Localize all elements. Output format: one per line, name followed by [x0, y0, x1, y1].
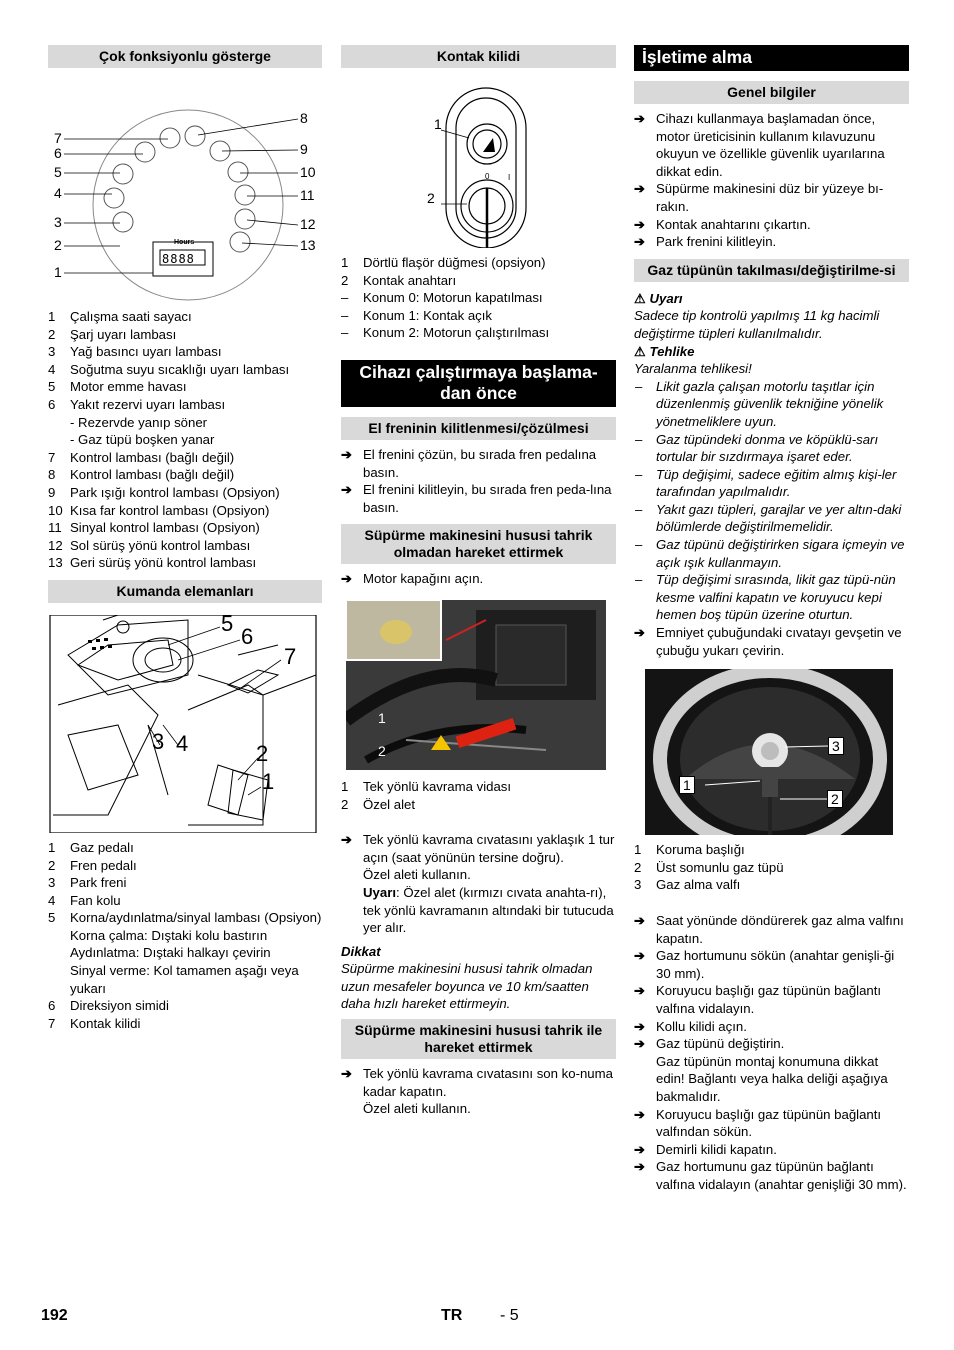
- engine-callout-2: 2: [378, 742, 386, 759]
- ignition-figure: [341, 68, 616, 248]
- list-item: Aydınlatma: Dıştaki halkayı çevirin: [70, 945, 271, 961]
- gauge-callout-6: 6: [54, 145, 62, 161]
- controls-callout-1: 1: [262, 768, 275, 794]
- list-item: 11 Sinyal kontrol lambası (Opsiyon): [48, 520, 260, 536]
- column-3: [634, 45, 909, 1194]
- move-step-note: Özel aleti kullanın.: [363, 867, 471, 883]
- ignition-header: Kontak kilidi: [341, 45, 616, 68]
- move-drive-header: Süpürme makinesini hususi tahrik ile hareket ettirmek: [341, 1019, 616, 1059]
- gauge-callout-10: 10: [300, 164, 316, 180]
- list-item: Sinyal verme: Kol tamamen aşağı veya yukarı: [70, 963, 299, 996]
- controls-callout-5: 5: [221, 610, 234, 636]
- list-item: – Yakıt gazı tüpleri, garajlar ve yer altın-daki bölümlerde değiştirilmemelidir.: [635, 501, 902, 535]
- gauge-callout-13: 13: [300, 237, 316, 253]
- list-item: 1 Dörtlü flaşör düğmesi (opsiyon): [341, 255, 546, 270]
- brake-header: El freninin kilitlenmesi/çözülmesi: [341, 417, 616, 440]
- list-item: – Gaz tüpünü değiştirirken sigara içmeyin ve açık ışık kullanmayın.: [635, 537, 905, 570]
- list-item: ➔ Koruyucu başlığı gaz tüpünün bağlantı valfına vidalayın.: [634, 983, 882, 1016]
- engine-photo: [346, 600, 606, 770]
- controls-callout-3: 3: [152, 728, 165, 754]
- gauge-legend: [48, 308, 322, 572]
- gauge-callout-8: 8: [300, 110, 308, 126]
- arrow-icon: ➔: [634, 111, 646, 126]
- column-2: [341, 45, 616, 1118]
- list-item: ➔ Motor kapağını açın.: [341, 571, 484, 587]
- list-item: - Gaz tüpü boşken yanar: [70, 432, 215, 448]
- list-item: 1 Koruma başlığı: [634, 842, 745, 858]
- svg-text:0: 0: [485, 172, 490, 181]
- tank-drawing: [645, 669, 893, 835]
- arrow-icon: ➔: [634, 1018, 646, 1034]
- list-item: 7 Kontak kilidi: [48, 1015, 141, 1031]
- list-item: 13 Geri sürüş yönü kontrol lambası: [48, 555, 257, 571]
- controls-header: Kumanda elemanları: [48, 580, 322, 603]
- controls-legend: [48, 839, 322, 1033]
- list-item: ➔ Cihazı kullanmaya başlamadan önce, motor üreticisinin kullanım kılavuzunu okuyun ve özellikle güvenlik uyarılarına dikkat edin.: [634, 111, 885, 179]
- list-item: – Tüp değişimi, sadece eğitim almış kişi-ler tarafından yapılmalıdır.: [635, 466, 897, 500]
- controls-figure: [48, 610, 322, 833]
- list-item: – Konum 0: Motorun kapatılması: [341, 290, 543, 306]
- tank-legend: [634, 841, 909, 894]
- list-item: 2 Kontak anahtarı: [341, 272, 457, 288]
- list-item: 9 Park ışığı kontrol lambası (Opsiyon): [48, 484, 280, 500]
- tank-callout-1: 1: [679, 776, 695, 794]
- warning-title: ⚠ Uyarı: [634, 290, 683, 306]
- arrow-icon: ➔: [341, 446, 353, 462]
- list-item: 3 Gaz alma valfı: [634, 877, 741, 893]
- gas-header: Gaz tüpünün takılması/değiştirilme-si: [634, 259, 909, 282]
- move-header: Süpürme makinesini hususi tahrik olmadan hareket ettirmek: [341, 524, 616, 564]
- list-item: ➔ El frenini çözün, bu sırada fren pedalına basın.: [341, 446, 597, 480]
- controls-callout-4: 4: [176, 730, 189, 756]
- list-item: ➔ Koruyucu başlığı gaz tüpünün bağlantı valfından sökün.: [634, 1106, 882, 1140]
- danger-list: [634, 378, 909, 624]
- arrow-icon: ➔: [634, 913, 646, 928]
- list-item: 2 Fren pedalı: [48, 857, 137, 873]
- arrow-icon: ➔: [634, 625, 646, 641]
- list-item: – Likit gazla çalışan motorlu taşıtlar için düzenlenmiş güvenlik tekniğine yönelik yönetmeliklere uyun.: [635, 378, 884, 429]
- gauge-header: Çok fonksiyonlu gösterge: [48, 45, 322, 68]
- list-item: 1 Gaz pedalı: [48, 839, 134, 855]
- brake-steps: [341, 446, 616, 516]
- list-item: 1 Tek yönlü kavrama vidası: [341, 778, 512, 794]
- arrow-icon: ➔: [341, 482, 353, 498]
- gauge-callout-7: 7: [54, 130, 62, 146]
- gauge-diagram: [48, 68, 322, 308]
- tank-photo: [645, 669, 893, 835]
- tank-callout-2: 2: [827, 790, 843, 808]
- list-item: ➔ Demirli kilidi kapatın.: [634, 1141, 777, 1157]
- arrow-icon: ➔: [634, 234, 646, 250]
- move-steps: [341, 570, 616, 588]
- gauge-figure: [48, 68, 322, 308]
- list-item: 6 Yakıt rezervi uyarı lambası: [48, 396, 226, 412]
- page-number: 192: [41, 1307, 68, 1324]
- list-item: - Rezervde yanıp söner: [70, 414, 208, 430]
- danger-title: ⚠ Tehlike: [634, 343, 695, 359]
- list-item: 1 Çalışma saati sayacı: [48, 309, 192, 324]
- list-item: – Gaz tüpündeki donma ve köpüklü-sarı tortular bir sızdırmaya işaret eder.: [635, 431, 879, 465]
- sub-page-number: - 5: [500, 1307, 519, 1324]
- list-item: 6 Direksiyon simidi: [48, 998, 169, 1014]
- list-item: 5 Motor emme havası: [48, 379, 187, 395]
- gauge-callout-5: 5: [54, 164, 62, 180]
- list-item: 12 Sol sürüş yönü kontrol lambası: [48, 537, 251, 553]
- gas-step-note: Gaz tüpünün montaj konumuna dikkat edin! Bağlantı veya halka deliği aşağıya bakmalıdır.: [656, 1053, 888, 1104]
- list-item: ➔ Gaz hortumunu sökün (anahtar genişli-ği 30 mm).: [634, 948, 895, 981]
- ignition-callout-2: 2: [427, 190, 435, 206]
- arrow-icon: ➔: [634, 1036, 646, 1052]
- gauge-callout-11: 11: [300, 187, 315, 203]
- move-steps-2: [341, 831, 616, 866]
- main-header: İşletime alma: [634, 45, 909, 71]
- gauge-callout-4: 4: [54, 185, 62, 201]
- controls-callout-2: 2: [256, 740, 269, 766]
- list-item: 4 Soğutma suyu sıcaklığı uyarı lambası: [48, 361, 290, 377]
- caution-title: Dikkat: [341, 943, 381, 959]
- before-start-header: Cihazı çalıştırmaya başlama-dan önce: [341, 360, 616, 407]
- arrow-icon: ➔: [341, 832, 353, 848]
- list-item: 2 Üst somunlu gaz tüpü: [634, 859, 784, 875]
- general-header: Genel bilgiler: [634, 81, 909, 104]
- list-item: – Konum 2: Motorun çalıştırılması: [341, 325, 550, 341]
- tank-callout-3: 3: [828, 737, 844, 755]
- gauge-callout-2: 2: [54, 237, 62, 253]
- list-item: ➔ Gaz tüpünü değiştirin.: [634, 1036, 785, 1052]
- list-item: – Konum 1: Kontak açık: [341, 307, 493, 323]
- list-item: 8 Kontrol lambası (bağlı değil): [48, 467, 235, 483]
- list-item: ➔ El frenini kilitleyin, bu sırada fren peda-lına basın.: [341, 482, 612, 515]
- arrow-icon: ➔: [634, 983, 646, 999]
- warning-triangle-icon: ⚠: [634, 343, 646, 359]
- general-steps: [634, 110, 909, 251]
- list-item: ➔ Gaz hortumunu gaz tüpünün bağlantı valfına vidalayın (anahtar genişliği 30 mm).: [634, 1159, 907, 1192]
- controls-drawing: [48, 610, 318, 833]
- list-item: 2 Özel alet: [341, 796, 416, 812]
- list-item: 2 Şarj uyarı lambası: [48, 326, 177, 342]
- warning-text: Sadece tip kontrolü yapılmış 11 kg hacimli değiştirme tüpleri kullanılmalıdır.: [634, 308, 880, 341]
- arrow-icon: ➔: [634, 1141, 646, 1157]
- arrow-icon: ➔: [634, 948, 646, 964]
- language-code: TR: [441, 1307, 463, 1324]
- list-item: 5 Korna/aydınlatma/sinyal lambası (Opsiyon): [48, 910, 322, 926]
- gauge-callout-12: 12: [300, 216, 316, 232]
- list-item: 3 Yağ basıncı uyarı lambası: [48, 344, 222, 360]
- move-drive-steps: [341, 1065, 616, 1100]
- hour-meter-label: Hours: [174, 239, 195, 246]
- caution-text: Süpürme makinesini hususi tahrik olmadan uzun mesafeler boyunca ve 10 km/saatten daha hızlı hareket ettirmeyin.: [341, 961, 593, 1012]
- list-item: ➔ Kontak anahtarını çıkartın.: [634, 216, 811, 232]
- engine-legend: [341, 778, 616, 813]
- list-item: Korna çalma: Dıştaki kolu bastırın: [70, 927, 268, 943]
- danger-text: Yaralanma tehlikesi!: [634, 361, 752, 377]
- list-item: ➔ Kollu kilidi açın.: [634, 1018, 747, 1034]
- arrow-icon: ➔: [634, 216, 646, 232]
- list-item: – Tüp değişimi sırasında, likit gaz tüpü-nün kesme valfini kapatın ve koruyucu kepi hemen boş tüpün üzerine oturtun.: [635, 572, 896, 623]
- ignition-drawing: [341, 68, 616, 248]
- gas-steps-3: [634, 1106, 909, 1194]
- gauge-callout-1: 1: [54, 264, 62, 280]
- list-item: ➔ Emniyet çubuğundaki cıvatayı gevşetin ve çubuğu yukarı çevirin.: [634, 625, 902, 658]
- arrow-icon: ➔: [341, 571, 353, 587]
- controls-callout-6: 6: [241, 623, 254, 649]
- engine-callout-1: 1: [378, 709, 386, 726]
- move-drive-note: Özel aleti kullanın.: [363, 1101, 471, 1117]
- list-item: ➔ Süpürme makinesini düz bir yüzeye bı-rakın.: [634, 181, 884, 214]
- gas-steps-2: [634, 912, 909, 1053]
- arrow-icon: ➔: [634, 1106, 646, 1122]
- list-item: ➔ Tek yönlü kavrama cıvatasını yaklaşık 1 tur açın (saat yönünün tersine doğru).: [341, 832, 615, 865]
- svg-text:I: I: [508, 173, 511, 182]
- move-warning-note: Uyarı: Özel alet (kırmızı cıvata anahta-rı), tek yönlü kavramanın altındaki bir tutucuda yer alır.: [363, 884, 614, 936]
- list-item: ➔ Park frenini kilitleyin.: [634, 234, 777, 250]
- hour-meter-digits: 8888: [162, 252, 195, 266]
- list-item: 3 Park freni: [48, 875, 127, 891]
- gas-step-1: [634, 624, 909, 659]
- list-item: 10 Kısa far kontrol lambası (Opsiyon): [48, 502, 270, 518]
- arrow-icon: ➔: [634, 1159, 646, 1175]
- arrow-icon: ➔: [634, 181, 646, 197]
- column-1: [48, 45, 322, 1032]
- list-item: 7 Kontrol lambası (bağlı değil): [48, 449, 235, 465]
- controls-callout-7: 7: [284, 643, 297, 669]
- list-item: ➔ Saat yönünde döndürerek gaz alma valfını kapatın.: [634, 913, 904, 946]
- gauge-callout-9: 9: [300, 141, 308, 157]
- list-item: 4 Fan kolu: [48, 892, 121, 908]
- warning-triangle-icon: ⚠: [634, 290, 646, 306]
- ignition-callout-1: 1: [434, 116, 442, 132]
- ignition-legend: [341, 254, 616, 342]
- list-item: ➔ Tek yönlü kavrama cıvatasını son ko-numa kadar kapatın.: [341, 1066, 613, 1099]
- gauge-callout-3: 3: [54, 214, 62, 230]
- arrow-icon: ➔: [341, 1066, 353, 1082]
